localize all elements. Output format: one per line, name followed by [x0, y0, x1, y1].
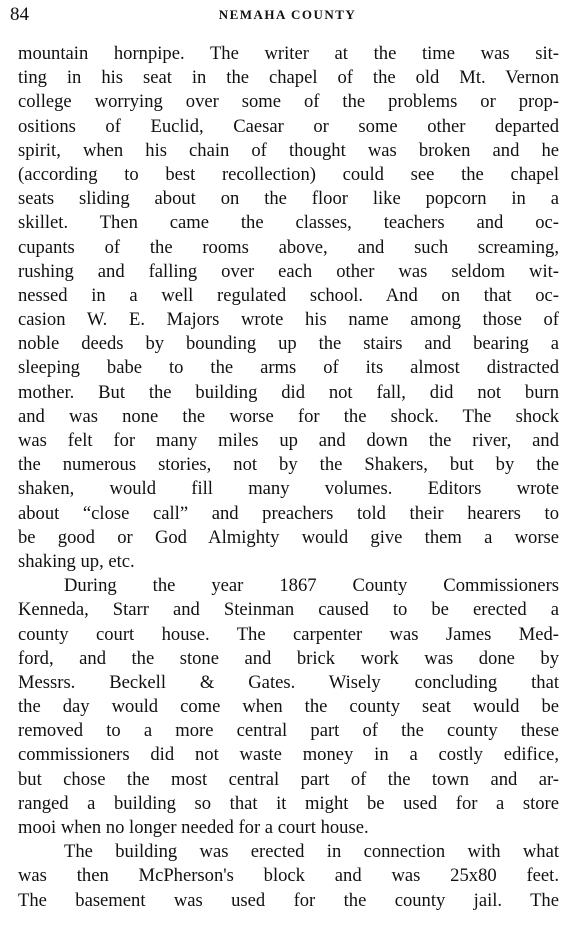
text-line: mountain hornpipe. The writer at the time was sit-	[18, 43, 559, 64]
text-line: but chose the most central part of the town and ar-	[18, 768, 559, 790]
text-line: ranged a building so that it might be used for a store	[18, 792, 559, 814]
text-line: and was none the worse for the shock. The shock	[18, 405, 559, 427]
text-line: The basement was used for the county jail. The	[18, 889, 559, 911]
text-line: rushing and falling over each other was seldom wit-	[18, 260, 559, 282]
text-line: commissioners did not waste money in a costly edifice,	[18, 744, 559, 766]
text-line: seats sliding about on the floor like popcorn in a	[18, 188, 559, 210]
body-text	[18, 42, 559, 913]
page-header	[10, 4, 565, 26]
text-line: Messrs. Beckell & Gates. Wisely concluding that	[18, 671, 559, 693]
text-line: noble deeds by bounding up the stairs and bearing a	[18, 333, 559, 355]
text-line: about “close call” and preachers told their hearers to	[18, 502, 559, 524]
text-line: shaken, would fill many volumes. Editors wrote	[18, 478, 559, 500]
text-line: skillet. Then came the classes, teachers and oc-	[18, 212, 559, 234]
text-line: Kenneda, Starr and Steinman caused to be erected a	[18, 599, 559, 621]
paragraph-start-line: During the year 1867 County Commissioners	[64, 575, 559, 597]
text-line: removed to a more central part of the county these	[18, 720, 559, 742]
text-line: the day would come when the county seat would be	[18, 696, 559, 718]
paragraph-end-line: shaking up, etc.	[18, 550, 135, 572]
paragraph-end-line: mooi when no longer needed for a court house.	[18, 817, 369, 838]
text-line: be good or God Almighty would give them a worse	[18, 526, 559, 548]
text-line: ford, and the stone and brick work was done by	[18, 647, 559, 669]
text-line: casion W. E. Majors wrote his name among those of	[18, 309, 559, 331]
text-line: (according to best recollection) could see the chapel	[18, 163, 559, 185]
running-head: NEMAHA COUNTY	[218, 7, 357, 22]
text-line: was felt for many miles up and down the river, and	[18, 430, 559, 451]
text-line: sleeping babe to the arms of its almost distracted	[18, 357, 559, 379]
page-number: 84	[10, 4, 29, 25]
text-line: mother. But the building did not fall, did not burn	[18, 381, 559, 403]
text-line: county court house. The carpenter was James Med-	[18, 623, 559, 645]
text-line: the numerous stories, not by the Shakers, but by the	[18, 454, 559, 476]
text-line: nessed in a well regulated school. And on that oc-	[18, 284, 559, 306]
text-line: ositions of Euclid, Caesar or some other departed	[18, 115, 559, 137]
text-line: college worrying over some of the problems or prop-	[18, 91, 559, 113]
text-line: was then McPherson's block and was 25x80 feet.	[18, 865, 559, 887]
paragraph-start-line: The building was erected in connection with what	[64, 841, 559, 863]
text-line: cupants of the rooms above, and such screaming,	[18, 236, 559, 258]
text-line: ting in his seat in the chapel of the old Mt. Vernon	[18, 67, 559, 89]
text-line: spirit, when his chain of thought was broken and he	[18, 139, 559, 161]
